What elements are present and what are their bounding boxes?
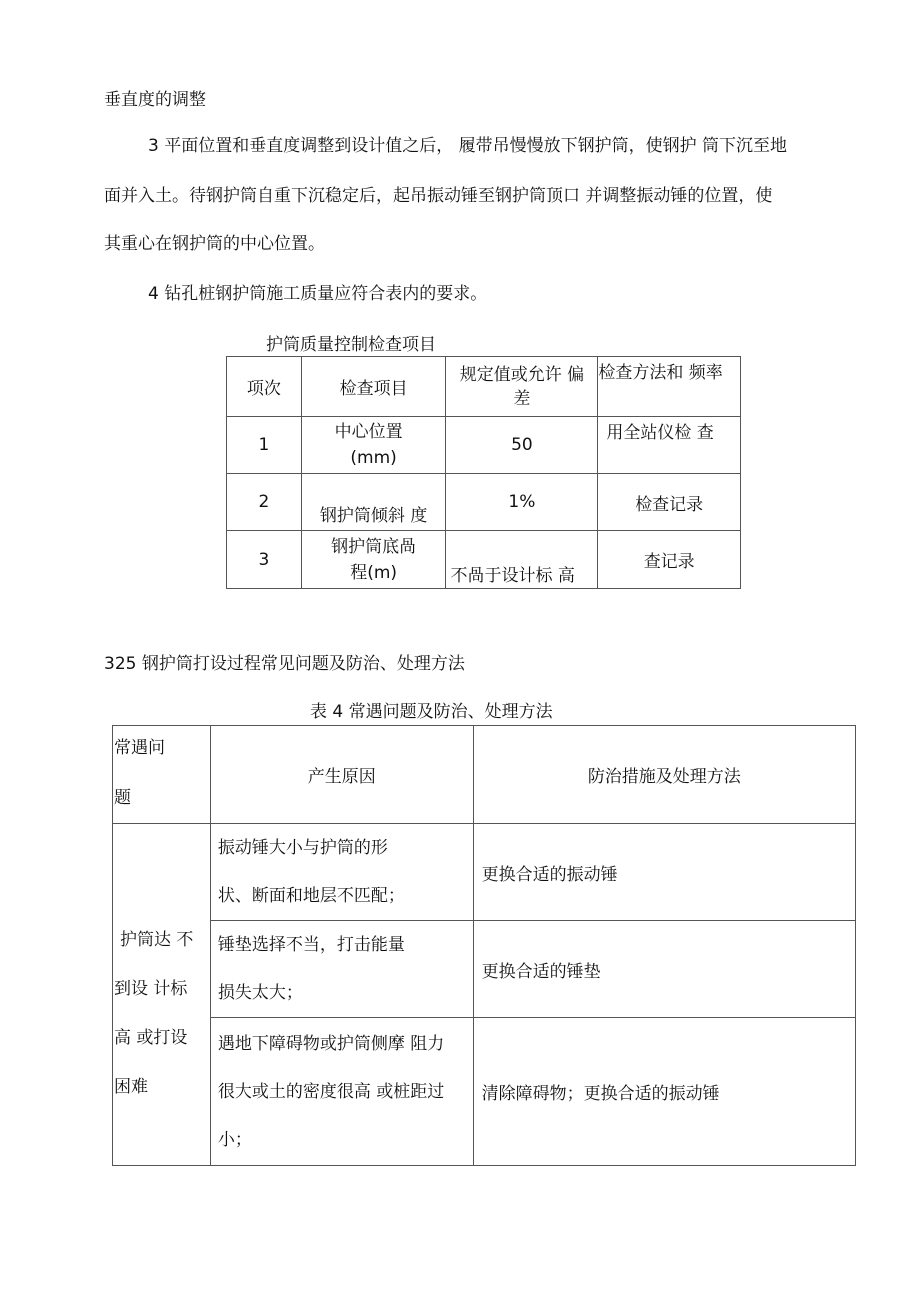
cause-line-2: 状、断面和地层不匹配； (217, 886, 405, 906)
measure-text: 更换合适的锤垫 (481, 961, 601, 982)
header-cause: 产生原因 (307, 767, 376, 787)
cause-line-2: 很大或土的密度很高 或桩距过 (217, 1081, 445, 1102)
row-item-line-1: 中心位置 (334, 422, 403, 442)
cause-line-3: 小； (217, 1129, 252, 1150)
row-value-cell (446, 531, 598, 589)
common-problems-table (112, 725, 856, 1166)
paragraph-3-line-1: 3 平面位置和垂直度调整到设计值之后， 履带吊慢慢放下钢护筒，使钢护 筒下沉至地 (148, 136, 788, 156)
cause-line-1: 锤垫选择不当，打击能量 (217, 935, 405, 955)
header-item: 检查项目 (339, 379, 408, 399)
measure-text: 更换合适的振动锤 (481, 864, 618, 885)
table-row (113, 824, 856, 921)
row-item-line-2: 程(m) (350, 562, 398, 583)
measure-cell (473, 921, 855, 1018)
paragraph-4: 4 钻孔桩钢护筒施工质量应符合表内的要求。 (148, 284, 488, 304)
row-item-line-1: 钢护筒倾斜 度 (319, 506, 428, 526)
table-row (227, 417, 741, 474)
cause-line-1: 遇地下障碍物或护筒侧摩 阻力 (217, 1033, 445, 1054)
row-no: 2 (258, 492, 270, 512)
paragraph-3-line-3: 其重心在钢护筒的中心位置。 (104, 234, 325, 254)
row-method: 用全站仪检 查 (606, 423, 714, 443)
row-item-cell (301, 474, 446, 531)
cause-line-1: 振动锤大小与护筒的形 (217, 838, 388, 858)
row-method-cell (598, 474, 741, 531)
row-method-cell (598, 417, 741, 474)
header-problem-line-1: 常遇问 (114, 738, 165, 758)
problem-line: 护筒达 不 (120, 930, 194, 950)
paragraph-3-line-2: 面并入土。待钢护筒自重下沉稳定后，起吊振动锤至钢护筒顶口 并调整振动锤的位置，使 (104, 186, 773, 206)
table-2-caption: 表 4 常遇问题及防治、处理方法 (310, 702, 553, 722)
measure-text: 清除障碍物；更换合适的振动锤 (481, 1084, 720, 1104)
problem-line: 困难 (114, 1077, 148, 1097)
row-no-cell (227, 417, 302, 474)
header-cell (598, 357, 741, 417)
table-header-row (113, 726, 856, 824)
row-no: 1 (258, 435, 270, 455)
header-cell (113, 726, 211, 824)
table-1-caption: 护筒质量控制检查项目 (266, 335, 436, 355)
cause-cell (210, 1018, 473, 1166)
row-item-cell (301, 531, 446, 589)
header-cell (446, 357, 598, 417)
cause-cell (210, 824, 473, 921)
table-row (227, 531, 741, 589)
row-value-cell (446, 474, 598, 531)
table-row (227, 474, 741, 531)
cause-cell (210, 921, 473, 1018)
measure-cell (473, 824, 855, 921)
header-tolerance-line-1: 规定值或允许 偏 (459, 364, 585, 385)
row-value: 50 (511, 435, 533, 455)
table-row (113, 921, 856, 1018)
cause-line-2: 损失太大； (217, 983, 303, 1003)
header-cell (301, 357, 446, 417)
header-method: 检查方法和 频率 (598, 363, 723, 383)
header-cell (210, 726, 473, 824)
table-header-row (227, 357, 741, 417)
section-heading: 垂直度的调整 (104, 90, 206, 110)
section-325-heading: 325 钢护筒打设过程常见问题及防治、处理方法 (104, 654, 465, 674)
row-method: 查记录 (643, 552, 695, 572)
header-measure: 防治措施及处理方法 (587, 767, 741, 787)
row-value: 不咼于设计标 高 (450, 566, 575, 586)
problem-line: 高 或打设 (114, 1028, 188, 1048)
problem-line: 到设 计标 (114, 979, 188, 999)
row-method-cell (598, 531, 741, 589)
row-no-cell (227, 531, 302, 589)
row-item-line-2: (mm) (350, 448, 397, 468)
header-cell (227, 357, 302, 417)
row-no: 3 (258, 549, 270, 570)
header-no: 项次 (246, 379, 281, 399)
row-value: 1% (508, 492, 536, 512)
row-item-line-1: 钢护筒底咼 (331, 536, 417, 557)
table-row (113, 1018, 856, 1166)
row-value-cell (446, 417, 598, 474)
header-cell (473, 726, 855, 824)
header-tolerance-line-2: 差 (513, 388, 531, 409)
problem-cell (113, 824, 211, 1166)
quality-check-table (226, 356, 741, 589)
row-method: 检查记录 (635, 494, 704, 515)
row-item-cell (301, 417, 446, 474)
header-problem-line-2: 题 (114, 788, 131, 808)
measure-cell (473, 1018, 855, 1166)
row-no-cell (227, 474, 302, 531)
